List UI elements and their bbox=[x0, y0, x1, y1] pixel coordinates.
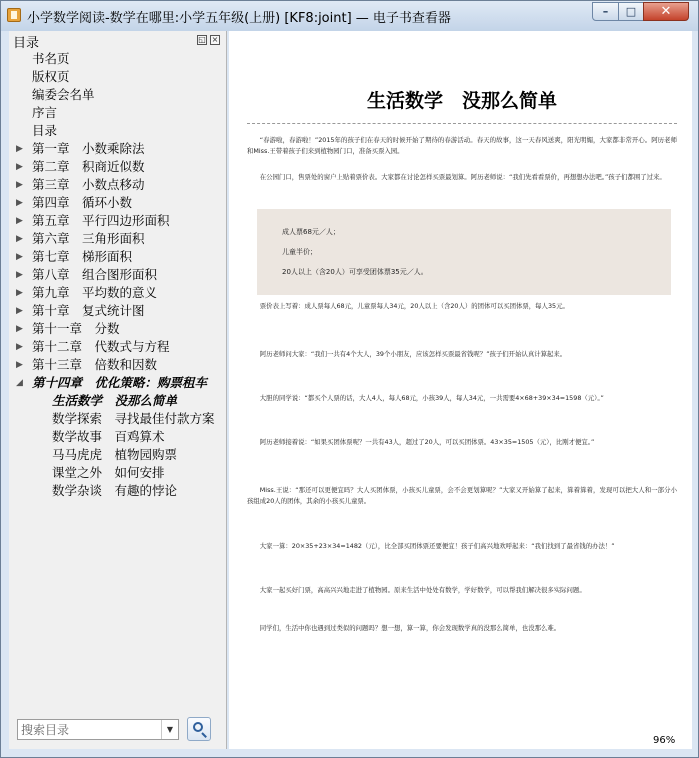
toc-item-label: 版权页 bbox=[32, 69, 70, 84]
toc-section-item[interactable] bbox=[9, 482, 227, 500]
collapsed-arrow-icon[interactable]: ▶ bbox=[16, 216, 23, 226]
toc-item-label: 第四章 循环小数 bbox=[32, 195, 133, 210]
toc-item-label: 第十二章 代数式与方程 bbox=[32, 339, 170, 354]
toc-item-label: 数学探索 寻找最佳付款方案 bbox=[52, 411, 215, 426]
minimize-button[interactable] bbox=[592, 2, 619, 21]
close-pane-icon[interactable]: × bbox=[211, 35, 219, 44]
toc-item-label: 第六章 三角形面积 bbox=[32, 231, 145, 246]
paragraph: 票价表上写着：成人票每人68元，儿童票每人34元，20人以上（含20人）的团体可以买团体票，每人35元。 bbox=[259, 302, 569, 310]
toc-chapter-item[interactable] bbox=[9, 320, 227, 338]
chapter-section-title: 生活数学 没那么简单 bbox=[366, 90, 557, 112]
toc-section-item[interactable] bbox=[9, 446, 227, 464]
toc-item-label: 第三章 小数点移动 bbox=[32, 177, 145, 192]
title-bar[interactable] bbox=[1, 1, 698, 31]
toc-chapter-item[interactable] bbox=[9, 86, 227, 104]
toc-search-box[interactable] bbox=[17, 719, 179, 740]
toc-chapter-item[interactable] bbox=[9, 302, 227, 320]
toc-item-label: 马马虎虎 植物园购票 bbox=[52, 447, 178, 462]
book-icon bbox=[7, 8, 21, 22]
toc-chapter-item[interactable] bbox=[9, 194, 227, 212]
close-icon: ✕ bbox=[660, 4, 672, 19]
toc-item-label: 第七章 梯形面积 bbox=[32, 249, 133, 264]
toc-chapter-item[interactable] bbox=[9, 68, 227, 86]
expanded-arrow-icon[interactable]: ◢ bbox=[16, 378, 23, 388]
toc-item-label: 数学杂谈 有趣的悖论 bbox=[52, 483, 178, 498]
toc-item-label: 生活数学 没那么简单 bbox=[52, 393, 178, 408]
toc-chapter-item[interactable] bbox=[9, 122, 227, 140]
toc-item-label: 第十一章 分数 bbox=[32, 321, 120, 336]
toc-chapter-item[interactable] bbox=[9, 248, 227, 266]
paragraph: 大家一算：20×35+23×34=1482（元），比全部买团体票还要便宜！孩子们高兴地欢呼起来：“我们找到了最省钱的办法！” bbox=[259, 542, 615, 550]
maximize-icon: □ bbox=[625, 5, 637, 18]
minimize-icon: – bbox=[602, 5, 609, 18]
collapsed-arrow-icon[interactable]: ▶ bbox=[16, 252, 23, 262]
paragraph: 大家一起买好门票，高高兴兴地走进了植物园。原来生活中处处有数学，学好数学，可以帮我们解决很多实际问题。 bbox=[259, 586, 586, 594]
paragraph: 阿历老师问大家：“我们一共有4个大人，39个小朋友，应该怎样买票最省钱呢？”孩子们开始认真计算起来。 bbox=[259, 350, 567, 358]
toc-chapter-item[interactable] bbox=[9, 266, 227, 284]
toc-section-item[interactable] bbox=[9, 410, 227, 428]
toc-item-label: 第十四章 优化策略：购票租车 bbox=[32, 375, 208, 390]
close-button[interactable] bbox=[643, 2, 689, 21]
collapsed-arrow-icon[interactable]: ▶ bbox=[16, 360, 23, 370]
toc-item-label: 书名页 bbox=[32, 51, 70, 66]
toc-header bbox=[9, 31, 227, 49]
toc-section-item[interactable] bbox=[9, 428, 227, 446]
toc-item-label: 第二章 积商近似数 bbox=[32, 159, 145, 174]
paragraph: 大胆的同学说：“都买个人票的话，大人4人，每人68元，小孩39人，每人34元，一共需要4×68+39×34=1598（元）。” bbox=[259, 394, 604, 402]
window-title: 小学数学阅读-数学在哪里:小学五年级(上册) [KF8:joint] — 电子书查看器 bbox=[27, 11, 451, 26]
collapsed-arrow-icon[interactable]: ▶ bbox=[16, 144, 23, 154]
toc-chapter-item[interactable] bbox=[9, 374, 227, 392]
toc-search-input[interactable] bbox=[18, 720, 161, 739]
collapsed-arrow-icon[interactable]: ▶ bbox=[16, 270, 23, 280]
collapsed-arrow-icon[interactable]: ▶ bbox=[16, 342, 23, 352]
toc-chapter-item[interactable] bbox=[9, 158, 227, 176]
price-child: 儿童半价； bbox=[282, 248, 317, 256]
collapsed-arrow-icon[interactable]: ▶ bbox=[16, 288, 23, 298]
search-icon bbox=[193, 722, 203, 732]
paragraph: “春游啦，春游啦！”2015年的孩子们在春天的时候开始了期待的春游活动。春天的故事，这一天春风送爽，阳光明媚，大家都非常开心。阿历老师和Miss.王带着孩子们来到植物园门口，准备买票入园。 bbox=[247, 136, 677, 155]
chevron-down-icon[interactable]: ▼ bbox=[161, 720, 178, 739]
toc-chapter-item[interactable] bbox=[9, 230, 227, 248]
paragraph: 同学们，生活中你也遇到过类似的问题吗？想一想，算一算，你会发现数学真的没那么简单，也没那么难。 bbox=[259, 624, 561, 632]
toc-chapter-item[interactable] bbox=[9, 50, 227, 68]
toc-item-label: 第九章 平均数的意义 bbox=[32, 285, 158, 300]
toc-item-label: 课堂之外 如何安排 bbox=[52, 465, 165, 480]
toc-chapter-item[interactable] bbox=[9, 356, 227, 374]
toc-item-label: 第五章 平行四边形面积 bbox=[32, 213, 170, 228]
collapsed-arrow-icon[interactable]: ▶ bbox=[16, 324, 23, 334]
toc-item-label: 目录 bbox=[32, 123, 58, 138]
collapsed-arrow-icon[interactable]: ▶ bbox=[16, 162, 23, 172]
toc-section-item[interactable] bbox=[9, 392, 227, 410]
toc-chapter-item[interactable] bbox=[9, 284, 227, 302]
price-adult: 成人票68元／人； bbox=[282, 228, 340, 236]
toc-title: 目录 bbox=[13, 36, 40, 51]
paragraph: 阿历老师接着说：“如果买团体票呢？一共有43人，超过了20人，可以买团体票。43×35=1505（元），比刚才便宜。” bbox=[259, 438, 595, 446]
paragraph: Miss.王说：“那还可以更便宜吗？大人买团体票，小孩买儿童票，会不会更划算呢？”大家又开始算了起来，算着算着，发现可以把大人和一部分小孩组成20人的团体，其余的小孩买儿童票。 bbox=[247, 486, 677, 505]
toc-item-label: 数学故事 百鸡算术 bbox=[52, 429, 165, 444]
toc-item-label: 第八章 组合图形面积 bbox=[32, 267, 158, 282]
reader-content[interactable] bbox=[229, 31, 692, 749]
toc-chapter-item[interactable] bbox=[9, 338, 227, 356]
float-pane-icon[interactable]: ◱ bbox=[198, 35, 206, 44]
zoom-level: 96% bbox=[653, 735, 676, 746]
toc-item-label: 第十章 复式统计图 bbox=[32, 303, 145, 318]
collapsed-arrow-icon[interactable]: ▶ bbox=[16, 234, 23, 244]
price-group: 20人以上（含20人）可享受团体票35元／人。 bbox=[282, 268, 428, 276]
toc-item-label: 第一章 小数乘除法 bbox=[32, 141, 145, 156]
collapsed-arrow-icon[interactable]: ▶ bbox=[16, 306, 23, 316]
toc-item-label: 编委会名单 bbox=[32, 87, 95, 102]
paragraph: 在公园门口，售票处的窗户上贴着票价表。大家都在讨论怎样买票最划算。阿历老师说：“我们先看看票价，再想想办法吧。”孩子们都围了过来。 bbox=[259, 173, 666, 181]
toc-item-label: 第十三章 倍数和因数 bbox=[32, 357, 158, 372]
toc-chapter-item[interactable] bbox=[9, 212, 227, 230]
toc-sidebar bbox=[9, 31, 227, 749]
toc-tree bbox=[9, 50, 227, 500]
title-divider bbox=[247, 123, 677, 124]
toc-item-label: 序言 bbox=[32, 105, 58, 120]
toc-chapter-item[interactable] bbox=[9, 176, 227, 194]
collapsed-arrow-icon[interactable]: ▶ bbox=[16, 180, 23, 190]
toc-section-item[interactable] bbox=[9, 464, 227, 482]
collapsed-arrow-icon[interactable]: ▶ bbox=[16, 198, 23, 208]
toc-chapter-item[interactable] bbox=[9, 104, 227, 122]
price-info-box bbox=[257, 209, 671, 295]
toc-chapter-item[interactable] bbox=[9, 140, 227, 158]
search-button[interactable] bbox=[187, 717, 211, 741]
maximize-button[interactable] bbox=[618, 2, 644, 21]
